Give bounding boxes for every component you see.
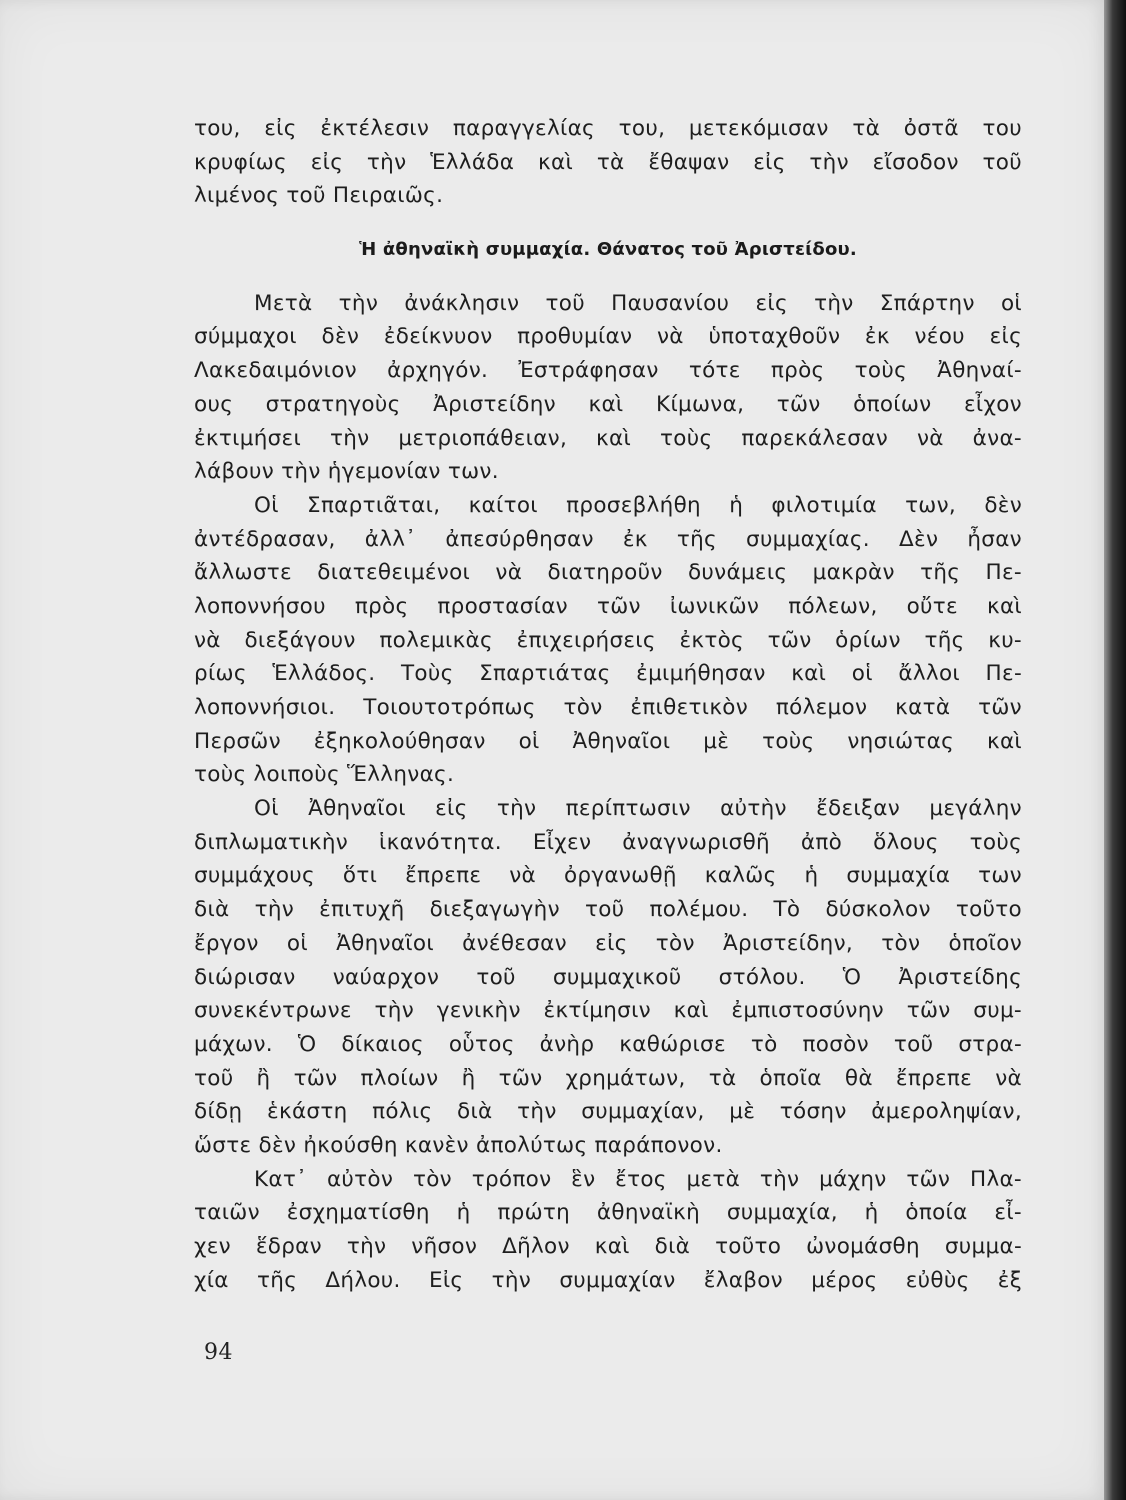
text-line: Οἱ Σπαρτιᾶται, καίτοι προσεβλήθη ἡ φιλοτιμία των, δὲν (254, 492, 1022, 518)
text-line: ὥστε δὲν ἠκούσθη κανὲν ἀπολύτως παράπονον. (194, 1132, 723, 1158)
text-line: διώρισαν ναύαρχον τοῦ συμμαχικοῦ στόλου. Ὁ Ἀριστείδης (194, 964, 1022, 990)
text-line: Περσῶν ἐξηκολούθησαν οἱ Ἀθηναῖοι μὲ τοὺς νησιώτας καὶ (194, 728, 1022, 754)
text-line: Λακεδαιμόνιον ἀρχηγόν. Ἐστράφησαν τότε πρὸς τοὺς Ἀθηναί- (194, 358, 1022, 384)
opening-paragraph (194, 112, 1022, 213)
text-line: ἔργον οἱ Ἀθηναῖοι ἀνέθεσαν εἰς τὸν Ἀριστείδην, τὸν ὁποῖον (194, 930, 1022, 956)
text-line: ἄλλωστε διατεθειμένοι νὰ διατηροῦν δυνάμεις μακρὰν τῆς Πε- (194, 560, 1022, 586)
paragraph-2 (194, 489, 1022, 792)
text-line: νὰ διεξάγουν πολεμικὰς ἐπιχειρήσεις ἐκτὸς τῶν ὁρίων τῆς κυ- (194, 627, 1022, 653)
paragraph-1 (194, 287, 1022, 489)
text-line: ἀντέδρασαν, ἀλλ᾽ ἀπεσύρθησαν ἐκ τῆς συμμαχίας. Δὲν ἦσαν (194, 526, 1022, 552)
text-line: τοὺς λοιποὺς Ἕλληνας. (194, 762, 455, 788)
text-line: σύμμαχοι δὲν ἐδείκνυον προθυμίαν νὰ ὑποταχθοῦν ἐκ νέου εἰς (194, 324, 1022, 350)
paragraph-3 (194, 792, 1022, 1163)
text-line: μάχων. Ὁ δίκαιος οὗτος ἀνὴρ καθώρισε τὸ ποσὸν τοῦ στρα- (194, 1031, 1022, 1057)
page-edge-shadow (1104, 0, 1126, 1500)
text-line: διὰ τὴν ἐπιτυχῆ διεξαγωγὴν τοῦ πολέμου. Τὸ δύσκολον τοῦτο (194, 897, 1022, 923)
text-line: δίδῃ ἑκάστη πόλις διὰ τὴν συμμαχίαν, μὲ τόσην ἀμεροληψίαν, (194, 1099, 1022, 1125)
text-line: λοποννήσιοι. Τοιουτοτρόπως τὸν ἐπιθετικὸν πόλεμον κατὰ τῶν (194, 695, 1022, 720)
text-line: διπλωματικὴν ἱκανότητα. Εἶχεν ἀναγνωρισθῆ ἀπὸ ὅλους τοὺς (194, 829, 1022, 855)
text-line: Οἱ Ἀθηναῖοι εἰς τὴν περίπτωσιν αὐτὴν ἔδειξαν μεγάλην (254, 796, 1022, 822)
text-line: λάβουν τὴν ἡγεμονίαν των. (194, 459, 499, 485)
text-line: ους στρατηγοὺς Ἀριστείδην καὶ Κίμωνα, τῶν ὁποίων εἶχον (194, 391, 1022, 417)
text-line: ρίως Ἑλλάδος. Τοὺς Σπαρτιάτας ἐμιμήθησαν καὶ οἱ ἄλλοι Πε- (194, 661, 1022, 687)
page-text (194, 112, 1022, 1297)
text-line: χία τῆς Δήλου. Εἰς τὴν συμμαχίαν ἔλαβον μέρος εὐθὺς ἐξ (194, 1267, 1022, 1293)
text-line: ἐκτιμήσει τὴν μετριοπάθειαν, καὶ τοὺς παρεκάλεσαν νὰ ἀνα- (194, 425, 1022, 451)
text-line: συμμάχους ὅτι ἔπρεπε νὰ ὀργανωθῇ καλῶς ἡ συμμαχία των (194, 863, 1022, 889)
text-line: του, εἰς ἐκτέλεσιν παραγγελίας του, μετεκόμισαν τὰ ὀστᾶ του (194, 116, 1022, 141)
text-line: τοῦ ἢ τῶν πλοίων ἢ τῶν χρημάτων, τὰ ὁποῖα θὰ ἔπρεπε νὰ (194, 1065, 1022, 1091)
text-line: λιμένος τοῦ Πειραιῶς. (194, 183, 444, 209)
text-line: Κατ᾽ αὐτὸν τὸν τρόπον ἓν ἔτος μετὰ τὴν μάχην τῶν Πλα- (254, 1166, 1022, 1192)
paragraph-4 (194, 1163, 1022, 1298)
text-line: χεν ἕδραν τὴν νῆσον Δῆλον καὶ διὰ τοῦτο ὠνομάσθη συμμα- (194, 1234, 1022, 1259)
text-line: ταιῶν ἐσχηματίσθη ἡ πρώτη ἀθηναϊκὴ συμμαχία, ἡ ὁποία εἶ- (194, 1200, 1022, 1226)
section-heading: Ἡ ἀθηναϊκὴ συμμαχία. Θάνατος τοῦ Ἀριστείδου. (359, 239, 857, 261)
text-line: συνεκέντρωνε τὴν γενικὴν ἐκτίμησιν καὶ ἐμπιστοσύνην τῶν συμ- (194, 998, 1022, 1024)
page-number: 94 (204, 1340, 233, 1365)
text-line: Μετὰ τὴν ἀνάκλησιν τοῦ Παυσανίου εἰς τὴν Σπάρτην οἱ (254, 290, 1022, 316)
text-line: κρυφίως εἰς τὴν Ἑλλάδα καὶ τὰ ἔθαψαν εἰς τὴν εἴσοδον τοῦ (194, 149, 1022, 175)
text-line: λοποννήσου πρὸς προστασίαν τῶν ἰωνικῶν πόλεων, οὔτε καὶ (194, 593, 1022, 619)
